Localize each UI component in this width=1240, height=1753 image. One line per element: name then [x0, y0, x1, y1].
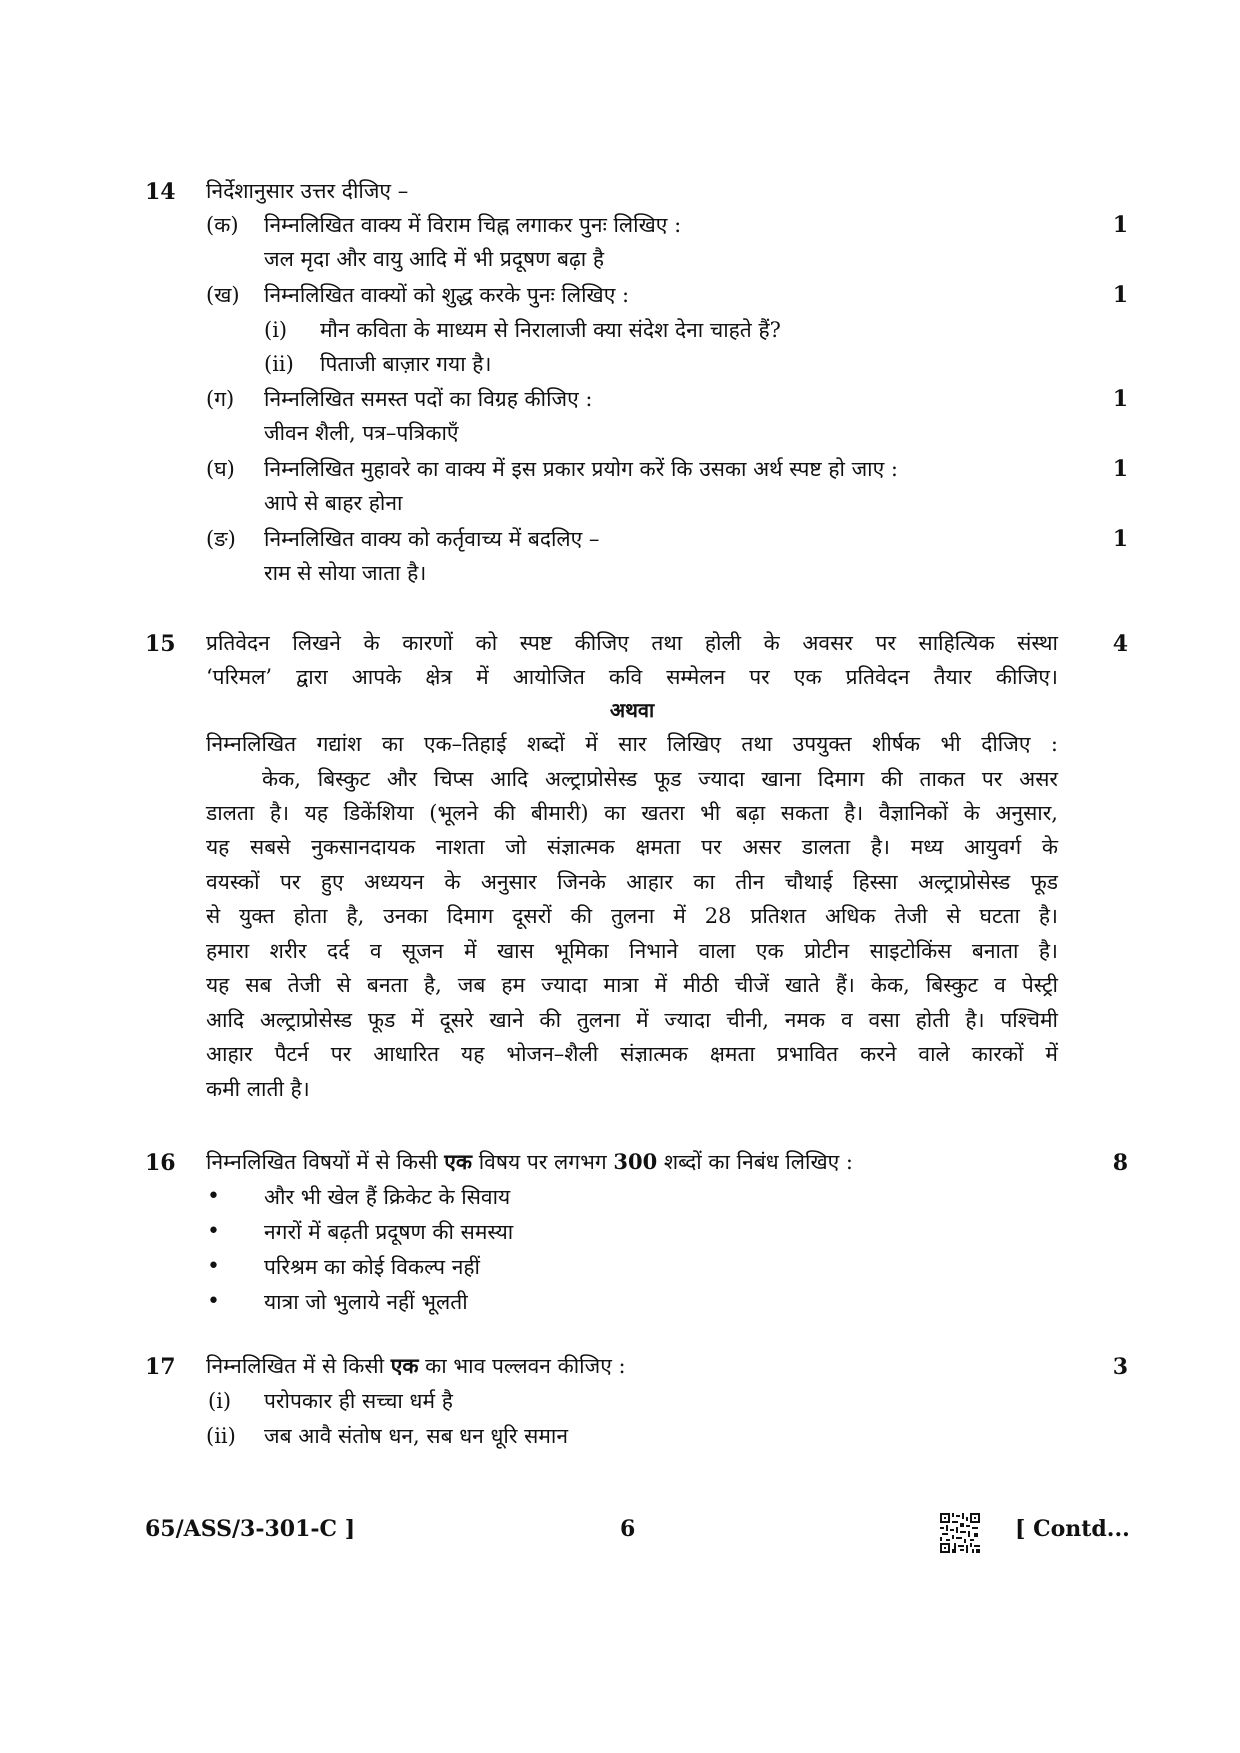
- q15-passage-line-4: वयस्कों पर हुए अध्ययन के अनुसार जिनके आहार का तीन चौथाई हिस्सा अल्ट्राप्रोसेस्ड फूड: [206, 870, 1058, 894]
- q15-line-2: ‘परिमल’ द्वारा आपके क्षेत्र में आयोजित कवि सम्मेलन पर एक प्रतिवेदन तैयार कीजिए।: [206, 665, 1058, 689]
- question-17-number: 17: [145, 1354, 176, 1380]
- q17-instruction: निम्नलिखित में से किसी एक का भाव पल्लवन कीजिए :: [206, 1353, 626, 1378]
- q15-passage-line-6: हमारा शरीर दर्द व सूजन में खास भूमिका निभाने वाला एक प्रोटीन साइटोकिंस बनाता है।: [206, 939, 1058, 963]
- question-17-marks: 3: [1112, 1354, 1128, 1380]
- q15-passage-line-2: डालता है। यह डिकेंशिया (भूलने की बीमारी) का खतरा भी बढ़ा सकता है। वैज्ञानिकों के अनुसार,: [206, 801, 1058, 825]
- question-15-number: 15: [145, 631, 176, 657]
- question-15-marks: 4: [1112, 631, 1128, 657]
- q14-kha-text: निम्नलिखित वाक्यों को शुद्ध करके पुनः लिखिए :: [264, 283, 630, 307]
- q15-passage-line-10: कमी लाती है।: [206, 1077, 310, 1101]
- q14-nga-marks: 1: [1112, 526, 1128, 552]
- q14-gha-marks: 1: [1112, 456, 1128, 482]
- q17-item-i-text: परोपकार ही सच्चा धर्म है: [264, 1389, 453, 1413]
- q16-topic-2: नगरों में बढ़ती प्रदूषण की समस्या: [264, 1220, 514, 1244]
- q14-ka-label: (क): [206, 213, 239, 237]
- q17-item-ii-text: जब आवै संतोष धन, सब धन धूरि समान: [264, 1424, 568, 1448]
- question-16-number: 16: [145, 1150, 176, 1176]
- q14-kha-sub-ii-label: (ii): [264, 352, 294, 376]
- q14-kha-sub-ii-text: पिताजी बाज़ार गया है।: [320, 352, 492, 376]
- q14-gha-idiom: आपे से बाहर होना: [264, 491, 403, 515]
- q14-ga-marks: 1: [1112, 386, 1128, 412]
- q14-gha-text: निम्नलिखित मुहावरे का वाक्य में इस प्रकार प्रयोग करें कि उसका अर्थ स्पष्ट हो जाए :: [264, 457, 898, 481]
- q15-passage-line-8: आदि अल्ट्राप्रोसेस्ड फूड में दूसरे खाने की तुलना में ज्यादा चीनी, नमक व वसा होती है। पश्चिमी: [206, 1008, 1058, 1032]
- q15-passage-line-9: आहार पैटर्न पर आधारित यह भोजन–शैली संज्ञात्मक क्षमता प्रभावित करने वाले कारकों में: [206, 1042, 1058, 1066]
- q14-ga-text: निम्नलिखित समस्त पदों का विग्रह कीजिए :: [264, 387, 593, 411]
- q16-topic-4: यात्रा जो भुलाये नहीं भूलती: [264, 1290, 468, 1314]
- question-14-instruction: निर्देशानुसार उत्तर दीजिए –: [206, 179, 409, 203]
- question-16-marks: 8: [1112, 1150, 1128, 1176]
- q16-bullet: •: [207, 1289, 220, 1314]
- q15-summary-instruction: निम्नलिखित गद्यांश का एक–तिहाई शब्दों में सार लिखिए तथा उपयुक्त शीर्षक भी दीजिए :: [206, 732, 1058, 756]
- q15-passage-line-3: यह सबसे नुकसानदायक नाशता जो संज्ञात्मक क्षमता पर असर डालता है। मध्य आयुवर्ग के: [206, 835, 1058, 859]
- q14-kha-sub-i-label: (i): [264, 318, 288, 342]
- q14-nga-sentence: राम से सोया जाता है।: [264, 561, 427, 585]
- q17-item-ii-label: (ii): [206, 1424, 236, 1448]
- q14-nga-label: (ङ): [206, 527, 236, 551]
- q14-gha-label: (घ): [206, 457, 235, 481]
- q16-bullet: •: [207, 1219, 220, 1244]
- q15-passage-line-5: से युक्त होता है, उनका दिमाग दूसरों की तुलना में 28 प्रतिशत अधिक तेजी से घटता है।: [206, 904, 1058, 928]
- q16-bullet: •: [207, 1254, 220, 1279]
- qr-code-icon: [940, 1513, 980, 1553]
- q14-ka-text: निम्नलिखित वाक्य में विराम चिह्न लगाकर पुनः लिखिए :: [264, 213, 682, 237]
- q14-kha-label: (ख): [206, 283, 240, 307]
- q14-kha-marks: 1: [1112, 282, 1128, 308]
- q14-ka-marks: 1: [1112, 212, 1128, 238]
- q14-ga-terms: जीवन शैली, पत्र–पत्रिकाएँ: [264, 421, 459, 445]
- q15-passage-line-7: यह सब तेजी से बनता है, जब हम ज्यादा मात्रा में मीठी चीजें खाते हैं। केक, बिस्कुट व पेस्ट्री: [206, 973, 1058, 997]
- continued-label: [ Contd...: [1015, 1516, 1130, 1542]
- q16-topic-1: और भी खेल हैं क्रिकेट के सिवाय: [264, 1185, 511, 1209]
- question-14-number: 14: [145, 179, 176, 205]
- q15-or-label: अथवा: [609, 698, 655, 722]
- q17-item-i-label: (i): [208, 1389, 232, 1413]
- paper-code: 65/ASS/3-301-C ]: [145, 1516, 356, 1542]
- q16-instruction: निम्नलिखित विषयों में से किसी एक विषय पर लगभग 300 शब्दों का निबंध लिखिए :: [206, 1149, 853, 1174]
- q14-nga-text: निम्नलिखित वाक्य को कर्तृवाच्य में बदलिए –: [264, 527, 600, 551]
- q15-line-1: प्रतिवेदन लिखने के कारणों को स्पष्ट कीजिए तथा होली के अवसर पर साहित्यिक संस्था: [206, 631, 1058, 655]
- q15-passage-line-1: केक, बिस्कुट और चिप्स आदि अल्ट्राप्रोसेस्ड फूड ज्यादा खाना दिमाग की ताकत पर असर: [262, 767, 1058, 791]
- q14-ka-sentence: जल मृदा और वायु आदि में भी प्रदूषण बढ़ा है: [264, 247, 605, 271]
- q16-topic-3: परिश्रम का कोई विकल्प नहीं: [264, 1255, 480, 1279]
- q16-bullet: •: [207, 1184, 220, 1209]
- q14-kha-sub-i-text: मौन कविता के माध्यम से निरालाजी क्या संदेश देना चाहते हैं?: [320, 318, 781, 342]
- page-number: 6: [620, 1516, 636, 1542]
- q14-ga-label: (ग): [206, 387, 235, 411]
